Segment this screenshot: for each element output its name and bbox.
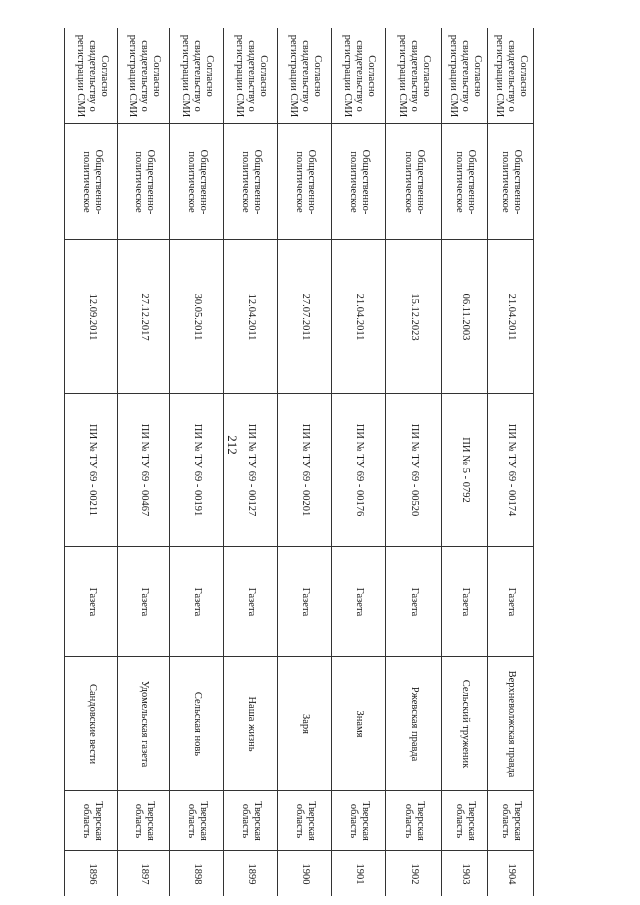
cell-reg-no	[488, 394, 534, 547]
cell-text: 1897	[139, 863, 150, 884]
cell-basis	[278, 28, 332, 124]
cell-region	[65, 791, 119, 851]
cell-text: 1898	[192, 863, 203, 884]
table-row	[170, 28, 224, 896]
cell-text: Тверская область	[133, 800, 156, 841]
cell-text: Тверская область	[454, 800, 477, 841]
cell-region	[442, 791, 488, 851]
cell-text: Согласно свидетельству о регистрации СМИ	[397, 34, 432, 117]
page-number: 212	[225, 435, 240, 455]
cell-text: Газета	[354, 587, 365, 616]
cell-text: ПИ № ТУ 69 - 00176	[354, 423, 365, 517]
cell-specialization	[442, 124, 488, 240]
cell-form	[65, 547, 119, 657]
cell-form	[170, 547, 224, 657]
cell-text: ПИ № ТУ 69 - 00127	[246, 423, 257, 517]
cell-specialization	[224, 124, 278, 240]
cell-basis	[332, 28, 386, 124]
cell-text: Сельский труженик	[460, 679, 471, 768]
cell-basis	[386, 28, 442, 124]
cell-text: 1902	[409, 863, 420, 884]
cell-text: Сельская новь	[192, 691, 203, 756]
cell-basis	[170, 28, 224, 124]
cell-text: 27.07.2011	[300, 293, 311, 340]
cell-reg-no	[332, 394, 386, 547]
cell-text: Удомельская газета	[139, 680, 150, 767]
cell-specialization	[278, 124, 332, 240]
cell-form	[332, 547, 386, 657]
cell-title	[118, 657, 170, 791]
table-row	[278, 28, 332, 896]
cell-text: ПИ № ТУ 69 - 00467	[139, 423, 150, 517]
cell-reg-no	[65, 394, 119, 547]
cell-text: ПИ № ТУ 69 - 00201	[300, 423, 311, 517]
cell-text: Ржевская правда	[409, 686, 420, 761]
cell-region	[386, 791, 442, 851]
cell-basis	[65, 28, 119, 124]
cell-text: Тверская область	[81, 800, 104, 841]
cell-text: 1896	[87, 863, 98, 884]
cell-date	[442, 240, 488, 394]
cell-title	[65, 657, 119, 791]
cell-date	[224, 240, 278, 394]
cell-text: Общественно-политическое	[454, 149, 477, 214]
table-row	[386, 28, 442, 896]
cell-text: Тверская область	[500, 800, 523, 841]
cell-num	[442, 851, 488, 896]
cell-text: 21.04.2011	[506, 293, 517, 340]
cell-date	[386, 240, 442, 394]
cell-basis	[118, 28, 170, 124]
cell-text: Согласно свидетельству о регистрации СМИ	[448, 34, 483, 117]
cell-text: Общественно-политическое	[186, 149, 209, 214]
cell-num	[170, 851, 224, 896]
cell-title	[332, 657, 386, 791]
cell-text: Общественно-политическое	[294, 149, 317, 214]
cell-text: Газета	[87, 587, 98, 616]
registry-table	[64, 28, 534, 896]
cell-num	[224, 851, 278, 896]
cell-text: Тверская область	[294, 800, 317, 841]
cell-text: Тверская область	[186, 800, 209, 841]
cell-reg-no	[442, 394, 488, 547]
cell-form	[488, 547, 534, 657]
cell-text: 1901	[354, 863, 365, 884]
cell-date	[118, 240, 170, 394]
cell-specialization	[118, 124, 170, 240]
cell-date	[170, 240, 224, 394]
cell-title	[442, 657, 488, 791]
cell-text: Наша жизнь	[246, 695, 257, 752]
cell-text: 1900	[300, 863, 311, 884]
cell-form	[224, 547, 278, 657]
table-row	[442, 28, 488, 896]
cell-basis	[224, 28, 278, 124]
cell-text: Заря	[300, 713, 311, 734]
cell-title	[488, 657, 534, 791]
cell-specialization	[65, 124, 119, 240]
cell-reg-no	[224, 394, 278, 547]
cell-text: Сандовские вести	[87, 683, 98, 764]
cell-text: Общественно-политическое	[240, 149, 263, 214]
cell-text: Газета	[246, 587, 257, 616]
cell-date	[488, 240, 534, 394]
cell-text: 06.11.2003	[460, 293, 471, 340]
cell-text: Согласно свидетельству о регистрации СМИ	[180, 34, 215, 117]
cell-text: Газета	[300, 587, 311, 616]
cell-text: 15.12.2023	[409, 292, 420, 341]
table-row	[224, 28, 278, 896]
cell-form	[278, 547, 332, 657]
cell-title	[386, 657, 442, 791]
cell-date	[278, 240, 332, 394]
cell-text: ПИ № ТУ 69 - 00211	[87, 423, 98, 517]
cell-text: 1903	[460, 863, 471, 884]
cell-text: Общественно-политическое	[133, 149, 156, 214]
cell-text: Согласно свидетельству о регистрации СМИ	[494, 34, 529, 117]
table-row	[488, 28, 534, 896]
cell-region	[488, 791, 534, 851]
cell-text: 30.05.2011	[192, 293, 203, 340]
cell-text: Тверская область	[240, 800, 263, 841]
cell-text: Верхневолжская правда	[506, 670, 517, 777]
cell-text: 21.04.2011	[354, 293, 365, 340]
cell-specialization	[488, 124, 534, 240]
cell-form	[442, 547, 488, 657]
cell-specialization	[170, 124, 224, 240]
cell-text: Общественно-политическое	[81, 149, 104, 214]
cell-title	[170, 657, 224, 791]
cell-text: ПИ № 5 - 0792	[460, 437, 471, 503]
cell-text: Общественно-политическое	[500, 149, 523, 214]
cell-text: Общественно-политическое	[348, 149, 371, 214]
cell-text: Согласно свидетельству о регистрации СМИ	[234, 34, 269, 117]
cell-text: Знамя	[354, 709, 365, 738]
cell-text: Согласно свидетельству о регистрации СМИ	[342, 34, 377, 117]
cell-form	[118, 547, 170, 657]
cell-text: Газета	[409, 587, 420, 616]
cell-text: 1899	[246, 863, 257, 884]
cell-region	[118, 791, 170, 851]
cell-text: Тверская область	[403, 800, 426, 841]
cell-text: 1904	[506, 863, 517, 884]
cell-num	[386, 851, 442, 896]
cell-text: 12.09.2011	[87, 293, 98, 340]
cell-text: Газета	[506, 587, 517, 616]
cell-num	[65, 851, 119, 896]
cell-num	[118, 851, 170, 896]
cell-text: Согласно свидетельству о регистрации СМИ	[127, 34, 162, 117]
cell-region	[224, 791, 278, 851]
cell-basis	[442, 28, 488, 124]
cell-text: Тверская область	[348, 800, 371, 841]
cell-reg-no	[386, 394, 442, 547]
cell-region	[278, 791, 332, 851]
cell-num	[332, 851, 386, 896]
cell-specialization	[386, 124, 442, 240]
table-row	[118, 28, 170, 896]
cell-region	[170, 791, 224, 851]
cell-text: Общественно-политическое	[403, 149, 426, 214]
cell-text: 12.04.2011	[246, 293, 257, 340]
cell-text: Согласно свидетельству о регистрации СМИ	[75, 34, 110, 117]
cell-title	[224, 657, 278, 791]
cell-text: Газета	[139, 587, 150, 616]
cell-text: Согласно свидетельству о регистрации СМИ	[288, 34, 323, 117]
cell-basis	[488, 28, 534, 124]
cell-text: Газета	[192, 587, 203, 616]
cell-region	[332, 791, 386, 851]
cell-text: Газета	[460, 587, 471, 616]
cell-form	[386, 547, 442, 657]
cell-text: ПИ № ТУ 69 - 00174	[506, 423, 517, 517]
cell-text: ПИ № ТУ 69 - 00520	[409, 423, 420, 517]
cell-date	[332, 240, 386, 394]
cell-text: ПИ № ТУ 69 - 00191	[192, 423, 203, 517]
cell-text: 27.12.2017	[139, 292, 150, 341]
cell-specialization	[332, 124, 386, 240]
cell-reg-no	[278, 394, 332, 547]
cell-reg-no	[118, 394, 170, 547]
cell-reg-no	[170, 394, 224, 547]
cell-date	[65, 240, 119, 394]
table-row	[332, 28, 386, 896]
cell-num	[278, 851, 332, 896]
cell-title	[278, 657, 332, 791]
table-row	[64, 28, 118, 896]
cell-num	[488, 851, 534, 896]
